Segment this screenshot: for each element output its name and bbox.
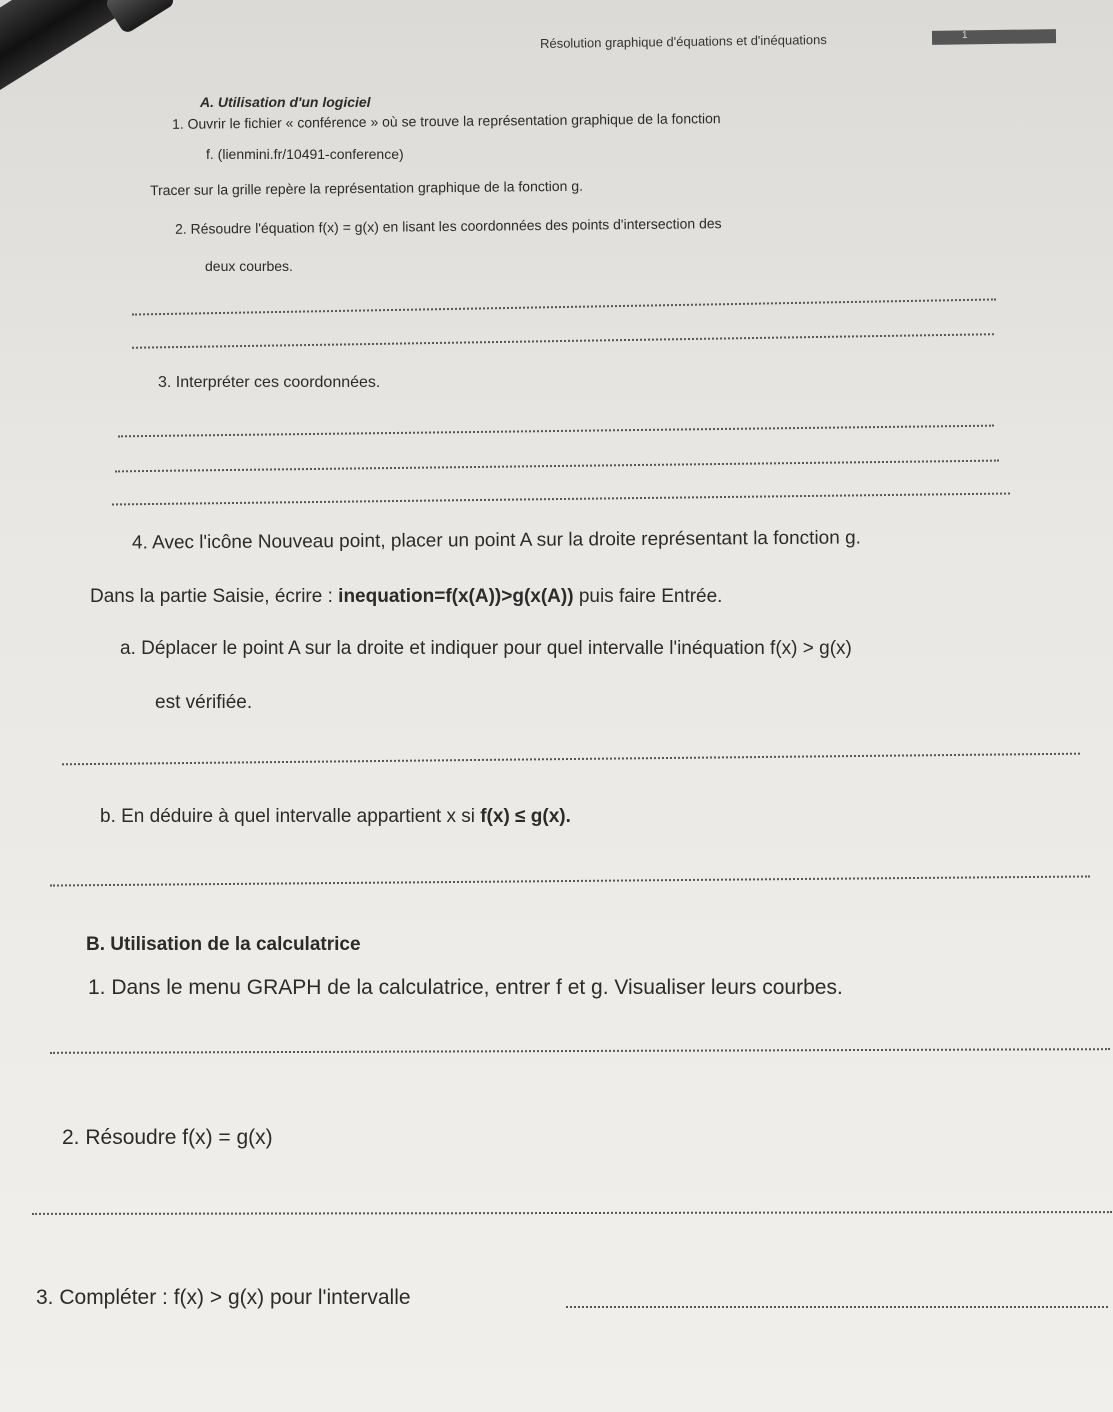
answer-line[interactable] [50, 875, 1090, 886]
part-a-q2-line1: 2. Résoudre l'équation f(x) = g(x) en lisant les coordonnées des points d'intersection des [174, 215, 722, 237]
header-bar [932, 29, 1056, 45]
part-b-q1: 1. Dans le menu GRAPH de la calculatrice, entrer f et g. Visualiser leurs courbes. [88, 976, 843, 999]
part-a-tracer: Tracer sur la grille repère la représentation graphique de la fonction g. [149, 177, 584, 199]
part-a-qa-line1: a. Déplacer le point A sur la droite et indiquer pour quel intervalle l'inéquation f(x) > g(x) [120, 638, 852, 659]
qb-prefix: b. En déduire à quel intervalle appartient x si [100, 806, 481, 827]
answer-line[interactable] [115, 460, 999, 473]
pen-tip [104, 0, 176, 35]
answer-line[interactable] [566, 1306, 1108, 1308]
header-title: Résolution graphique d'équations et d'inéquations [539, 31, 827, 52]
page-number: 1 [961, 29, 968, 42]
part-a-saisie [90, 586, 722, 608]
part-a-qb [100, 806, 571, 828]
part-a-q1-line1: 1. Ouvrir le fichier « conférence » où se trouve la représentation graphique de la fonction [171, 110, 721, 132]
answer-line[interactable] [62, 753, 1080, 766]
pen-object [0, 0, 216, 114]
saisie-code: inequation=f(x(A))>g(x(A)) [338, 586, 574, 607]
answer-line[interactable] [50, 1048, 1110, 1054]
part-a-q4: 4. Avec l'icône Nouveau point, placer un point A sur la droite représentant la fonction g. [131, 527, 861, 554]
qb-formula: f(x) ≤ g(x). [480, 806, 571, 827]
part-b-heading: B. Utilisation de la calculatrice [86, 934, 361, 955]
part-a-q2-line2: deux courbes. [205, 258, 293, 274]
saisie-suffix: puis faire Entrée. [573, 586, 723, 607]
answer-line[interactable] [132, 333, 994, 349]
saisie-prefix: Dans la partie Saisie, écrire : [90, 586, 339, 607]
answer-line[interactable] [112, 493, 1010, 506]
answer-line[interactable] [118, 425, 994, 438]
part-a-qa-line2: est vérifiée. [155, 692, 253, 713]
part-b-q2: 2. Résoudre f(x) = g(x) [62, 1126, 273, 1149]
part-b-q3: 3. Compléter : f(x) > g(x) pour l'intervalle [36, 1286, 411, 1309]
answer-line[interactable] [132, 298, 996, 315]
part-a-q3: 3. Interpréter ces coordonnées. [158, 374, 381, 391]
answer-line[interactable] [32, 1211, 1112, 1215]
part-a-heading: A. Utilisation d'un logiciel [200, 94, 371, 110]
part-a-q1-line2: f. (lienmini.fr/10491-conference) [206, 146, 404, 162]
